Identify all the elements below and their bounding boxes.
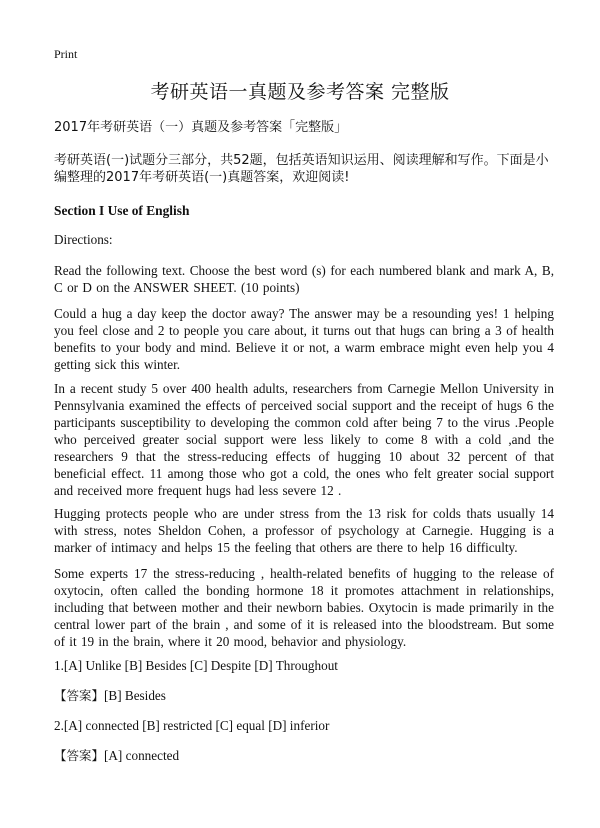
directions-label: Directions: <box>54 232 113 247</box>
section-heading: Section I Use of English <box>54 203 190 218</box>
directions-text: Read the following text. Choose the best word (s) for each numbered blank and mark A, B, C or D on the ANSWER SHEET. (10 points) <box>54 263 554 295</box>
intro-description: 考研英语(一)试题分三部分，共52题，包括英语知识运用、阅读理解和写作。下面是小编整理的2017年考研英语(一)真题答案，欢迎阅读! <box>54 153 549 185</box>
passage-paragraph-3: Hugging protects people who are under stress from the 13 risk for colds thats usually 14 with stress, notes Sheldon Cohen, a professor of psychology at Carnegie. Hugging is a marker of intimacy and helps 15 the feeling that others are there to help 16 difficulty. <box>54 506 554 555</box>
print-label: Print <box>54 47 78 61</box>
answer-text: [A] connected <box>104 748 180 763</box>
answer-mark: 【答案】 <box>54 688 105 703</box>
question-1-stem: 1.[A] Unlike [B] Besides [C] Despite [D] Throughout <box>54 658 338 673</box>
passage-paragraph-4: Some experts 17 the stress-reducing , health-related benefits of hugging to the release of oxytocin, often called the bonding hormone 18 it promotes attachment in relationships, including that between mother and their newborn babies. Oxytocin is made primarily in the central lower part of the brain , and some of it is released into the bloodstream. But some of it 19 in the brain, where it 20 mood, behavior and physiology. <box>54 566 554 649</box>
passage-paragraph-1: Could a hug a day keep the doctor away? The answer may be a resounding yes! 1 helping you feel close and 2 to people you care about, it turns out that hugs can bring a 3 of health benefits to your body and mind. Believe it or not, a warm embrace might even help you 4 getting sick this winter. <box>54 306 554 372</box>
question-2-stem: 2.[A] connected [B] restricted [C] equal [D] inferior <box>54 718 330 733</box>
question-1-answer <box>54 687 554 704</box>
document-title: 考研英语一真题及参考答案 完整版 <box>150 81 450 103</box>
passage-paragraph-2: In a recent study 5 over 400 health adults, researchers from Carnegie Mellon University in Pennsylvania examined the effects of perceived social support and the receipt of hugs 6 the participants susceptibility to developing the common cold after being 7 to the virus .People who perceived greater social support were less likely to come 8 with a cold ,and the researchers 9 that the stress-reducing effects of hugging 10 about 32 percent of that beneficial effect. 11 among those who got a cold, the ones who felt greater social support and received more frequent hugs had less severe 12 . <box>54 381 554 498</box>
answer-mark: 【答案】 <box>54 748 105 763</box>
question-2-answer <box>54 747 554 764</box>
answer-text: [B] Besides <box>104 688 166 703</box>
subtitle: 2017年考研英语（一）真题及参考答案「完整版」 <box>54 120 348 135</box>
